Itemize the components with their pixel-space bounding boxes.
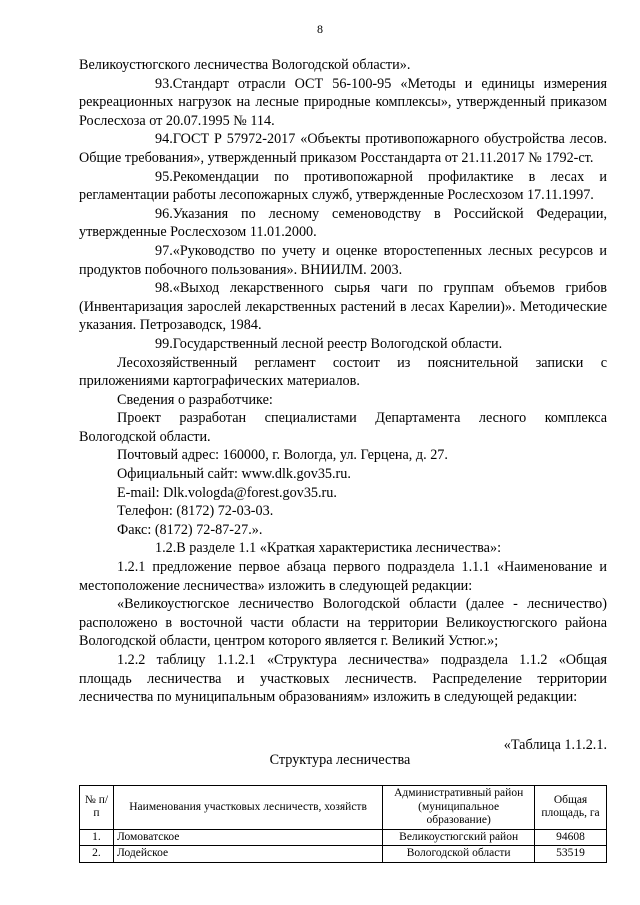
paragraph-text: Факс: (8172) 72-87-27.». [117,521,263,538]
paragraph-text: 1.2.1 предложение первое абзаца первого подраздела 1.1.1 «Наименование и местоположение лесничества» изложить в следующей редакции: [79,559,607,594]
paragraph [79,539,607,558]
table-row [80,846,607,863]
paragraph-number: 95. [155,168,173,185]
paragraph-text: Великоустюгского лесничества Вологодской области». [79,57,411,73]
paragraph-text: Официальный сайт: www.dlk.gov35.ru. [117,466,351,483]
paragraph-text: Почтовый адрес: 160000, г. Вологда, ул. Герцена, д. 27. [117,447,448,464]
document-body [79,56,607,707]
paragraph [79,168,607,205]
paragraph [79,558,607,595]
paragraph [79,242,607,279]
row-name: Лодейское [113,846,382,863]
paragraph-number: 99. [155,335,173,352]
paragraph [79,279,607,335]
paragraph-number: 94. [155,131,173,148]
row-name: Ломоватское [113,829,382,846]
paragraph-text: «Руководство по учету и оценке второстепенных лесных ресурсов и продуктов побочного пользования». ВНИИЛМ. 2003. [79,242,607,278]
row-number: 1. [80,829,114,846]
col-header-number: № п/п [80,786,114,830]
row-district: Великоустюгский район [383,829,535,846]
paragraph [79,335,607,354]
paragraph [79,205,607,242]
paragraph-number: 1.2. [155,540,177,557]
paragraph-text: ГОСТ Р 57972-2017 «Объекты противопожарного обустройства лесов. Общие требования», утвержденный приказом Росстандарта от 21.11.2017 № 1792-ст. [79,131,607,166]
paragraph-number: 96. [155,205,173,222]
row-district: Вологодской области [383,846,535,863]
paragraph [79,130,607,167]
paragraph-text: В разделе 1.1 «Краткая характеристика лесничества»: [176,540,502,557]
row-area: 94608 [535,829,607,846]
paragraph-text: «Выход лекарственного сырья чаги по группам объемов грибов (Инвентаризация зарослей лекарственных растений в лесах Карелии)». Методические указания. Петрозаводск, 1984. [79,280,607,334]
paragraph-number: 98. [155,280,173,297]
paragraph [79,521,607,540]
paragraph [79,75,607,131]
row-number: 2. [80,846,114,863]
paragraph-text: Стандарт отрасли ОСТ 56-100-95 «Методы и единицы измерения рекреационных нагрузок на лесные природные комплексы», утвержденный приказом Рослесхоза от 20.07.1995 № 114. [79,75,607,129]
paragraph-text: Лесохозяйственный регламент состоит из пояснительной записки с приложениями картографических материалов. [79,354,607,390]
paragraph [79,446,607,465]
table-reference: «Таблица 1.1.2.1. [503,737,607,753]
paragraph-text: E-mail: Dlk.vologda@forest.gov35.ru. [117,484,337,501]
forestry-structure-table [79,785,607,863]
paragraph [79,502,607,521]
col-header-area: Общая площадь, га [535,786,607,830]
col-header-name: Наименования участковых лесничеств, хозяйств [113,786,382,830]
paragraph [79,465,607,484]
page-number: 8 [317,22,323,36]
paragraph [79,354,607,391]
paragraph [79,391,607,410]
paragraph [79,409,607,446]
table-row [80,829,607,846]
table-title: Структура лесничества [269,752,411,768]
paragraph-text: «Великоустюгское лесничество Вологодской области (далее - лесничество) расположено в восточной части области на территории Великоустюгского района Вологодской области, центром которого является г. Великий Устюг.»; [79,596,607,650]
paragraph-text: Государственный лесной реестр Вологодской области. [172,335,503,352]
row-area: 53519 [535,846,607,863]
paragraph [79,484,607,503]
paragraph [79,595,607,651]
paragraph-text: Рекомендации по противопожарной профилактике в лесах и регламентации работы лесопожарных служб, утвержденные Рослесхозом 17.11.1997. [79,168,607,204]
table-header-row [80,786,607,830]
paragraph-text: 1.2.2 таблицу 1.1.2.1 «Структура лесничества» подраздела 1.1.2 «Общая площадь лесничества и участковых лесничеств. Распределение территории лесничества по муниципальным образованиям» изложить в следующей редакции: [79,652,607,706]
paragraph-text: Указания по лесному семеноводству в Российской Федерации, утвержденные Рослесхозом 11.01.2000. [79,205,607,241]
paragraph-number: 93. [155,75,173,92]
paragraph-text: Проект разработан специалистами Департамента лесного комплекса Вологодской области. [79,410,607,445]
paragraph-text: Телефон: (8172) 72-03-03. [117,503,274,520]
paragraph [79,56,607,75]
paragraph-text: Сведения о разработчике: [117,391,273,408]
paragraph [79,651,607,707]
paragraph-number: 97. [155,242,173,259]
col-header-district: Административный район (муниципальное образование) [383,786,535,830]
